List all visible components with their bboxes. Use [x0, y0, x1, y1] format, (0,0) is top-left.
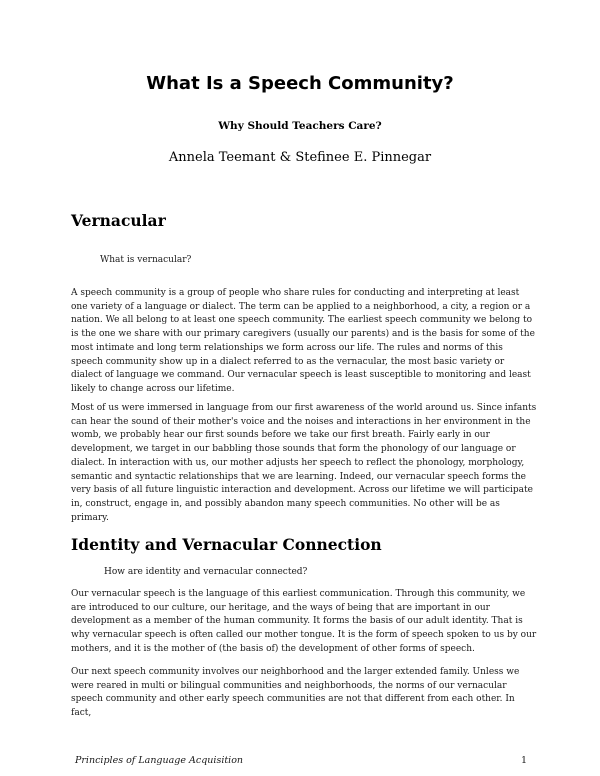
document-subtitle: Why Should Teachers Care?: [218, 120, 382, 132]
section-heading-identity: Identity and Vernacular Connection: [71, 535, 382, 554]
paragraph-vernacular-speech: Our vernacular speech is the language of this earliest communication. Through this community, we are introduced to our culture, our heritage, and the ways of being that are important in our development as a member of the human community. It forms the basis of our adult identity. That is why vernacular speech is often called our mother tongue. It is the form of speech spoken to us by our mothers, and it is the mother of (the basis of) the development of other forms of speech.: [71, 589, 537, 654]
document-authors: Annela Teemant & Stefinee E. Pinnegar: [168, 150, 432, 165]
paragraph-speech-community: A speech community is a group of people who share rules for conducting and interpreting at least one variety of a language or dialect. The term can be applied to a neighborhood, a city, a region or a nation. We all belong to at least one speech community. The earliest speech community we belong to is the one we share with our primary caregivers (usually our parents) and is the basis for some of the most intimate and long term relationships we form across our life. The rules and norms of this speech community show up in a dialect referred to as the vernacular, the most basic variety or dialect of language we command. Our vernacular speech is least susceptible to monitoring and least likely to change across our lifetime.: [71, 288, 535, 394]
footer-book-title: Principles of Language Acquisition: [75, 755, 244, 766]
paragraph-immersion: Most of us were immersed in language from our first awareness of the world around us. Since infants can hear the sound of their mother's voice and the noises and interactions in her environment in the womb, we probably hear our first sounds before we take our first breath. Fairly early in our development, we target in our babbling those sounds that form the phonology of our language or dialect. In interaction with us, our mother adjusts her speech to reflect the phonology, morphology, semantic and syntactic relationships that we are learning. Indeed, our vernacular speech forms the very basis of all future linguistic interaction and development. Across our lifetime we will participate in, construct, engage in, and possibly abandon many speech communities. No other will be as primary.: [71, 403, 537, 523]
section-question-identity: How are identity and vernacular connected?: [104, 567, 308, 577]
document-title: What Is a Speech Community?: [146, 73, 454, 94]
section-heading-vernacular: Vernacular: [71, 211, 166, 230]
footer-page-number: 1: [521, 755, 528, 766]
section-question-vernacular: What is vernacular?: [100, 255, 192, 265]
paragraph-next-community: Our next speech community involves our neighborhood and the larger extended family. Unless we were reared in multi or bilingual communities and neighborhoods, the norms of our vernacular speech community and other early speech communities are not that different from each other. In fact,: [71, 667, 520, 719]
